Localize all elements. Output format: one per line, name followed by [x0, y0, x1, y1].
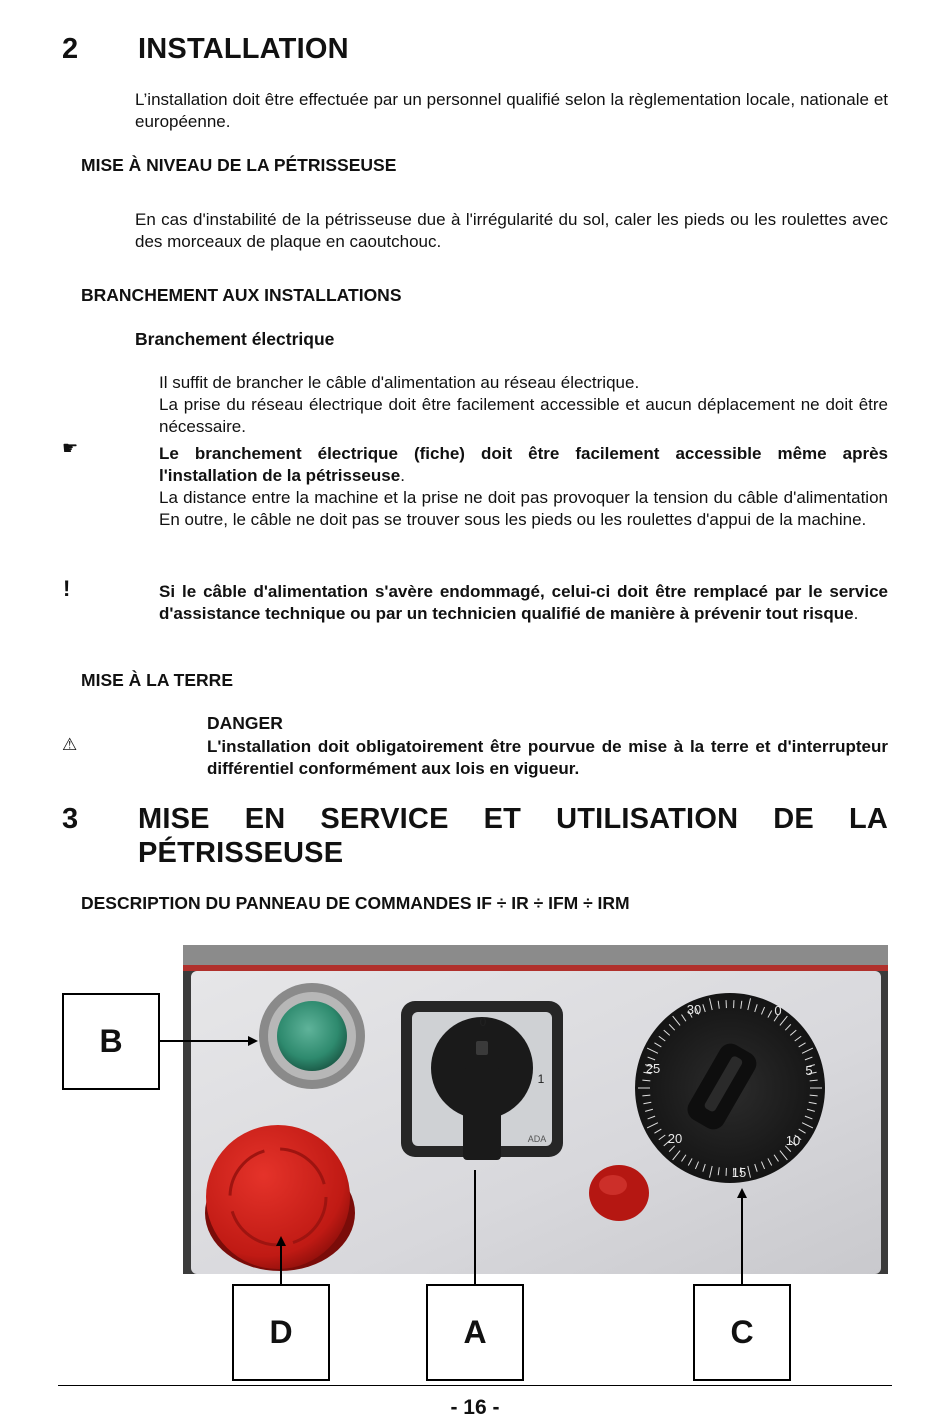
section3-title-word: UTILISATION: [556, 803, 739, 835]
electrical-note-bold: Le branchement électrique (fiche) doit être facilement accessible même après l'installation de la pétrisseuse: [159, 444, 888, 485]
leveling-heading: MISE À NIVEAU DE LA PÉTRISSEUSE: [81, 155, 397, 175]
section-title: INSTALLATION: [138, 33, 349, 65]
electrical-note-text: La distance entre la machine et la prise ne doit pas provoquer la tension du câble d'alimentation En outre, le câble ne doit pas se trouver sous les pieds ou les roulettes d'appui de la machine.: [159, 488, 888, 529]
warning-triangle-icon: ⚠: [62, 735, 78, 754]
electrical-note-end: .: [400, 466, 405, 485]
electrical-note: [159, 443, 888, 487]
switch-label-zero: 0: [479, 1015, 487, 1029]
dial-number: 10: [785, 1133, 801, 1148]
dial-number: 30: [686, 1002, 702, 1017]
dial-number: 25: [645, 1061, 661, 1076]
panel-heading: DESCRIPTION DU PANNEAU DE COMMANDES IF ÷ IR ÷ IFM ÷ IRM: [81, 893, 630, 913]
danger-text: L'installation doit obligatoirement être pourvue de mise à la terre et d'interrupteur différentiel conformément aux lois en vigueur.: [207, 737, 888, 778]
switch-label-one: 1: [537, 1072, 545, 1086]
section-number: 2: [62, 33, 79, 65]
cable-warning: [159, 581, 888, 625]
footer-rule: [58, 1385, 892, 1386]
dial-number: 20: [667, 1131, 683, 1146]
electrical-text-2: La prise du réseau électrique doit être facilement accessible et aucun déplacement ne doit être nécessaire.: [159, 395, 888, 436]
section3-title-word: DE: [773, 803, 814, 835]
callout-label-A: A: [426, 1284, 524, 1381]
emergency-stop-button: [206, 1125, 350, 1269]
danger-label: DANGER: [207, 713, 283, 733]
section3-title-line2: PÉTRISSEUSE: [138, 837, 344, 869]
section3-title-line1: [138, 803, 888, 836]
connections-heading: BRANCHEMENT AUX INSTALLATIONS: [81, 285, 402, 305]
callout-label-C: C: [693, 1284, 791, 1381]
section3-title-word: MISE: [138, 803, 210, 835]
installation-intro: L’installation doit être effectuée par un personnel qualifié selon la règlementation locale, nationale et européenne.: [135, 90, 888, 131]
leveling-text: En cas d'instabilité de la pétrisseuse due à l'irrégularité du sol, caler les pieds ou les roulettes avec des morceaux de plaque en caoutchouc.: [135, 210, 888, 251]
section3-title-word: ET: [483, 803, 522, 835]
earthing-heading: MISE À LA TERRE: [81, 670, 233, 690]
section3-title-word: LA: [848, 803, 888, 835]
electrical-subheading: Branchement électrique: [135, 329, 335, 349]
callout-label-B: B: [62, 993, 160, 1090]
page-number: - 16 -: [450, 1396, 500, 1419]
dial-number: 5: [805, 1063, 813, 1078]
control-panel-photo: [183, 945, 888, 1274]
cable-warning-bold: Si le câble d'alimentation s'avère endommagé, celui-ci doit être remplacé par le service d'assistance technique ou par un technicien qualifié de manière à prévenir tout risque: [159, 582, 888, 623]
pointing-hand-icon: ☛: [62, 438, 79, 458]
section3-title-word: SERVICE: [320, 803, 449, 835]
switch-brand: ADA: [527, 1134, 547, 1144]
cable-warning-end: .: [853, 604, 859, 623]
exclamation-icon: !: [63, 576, 71, 601]
electrical-text-1: Il suffit de brancher le câble d'alimentation au réseau électrique.: [159, 373, 640, 392]
dial-number: 0: [774, 1003, 782, 1018]
section3-title-word: EN: [244, 803, 286, 835]
callout-label-D: D: [232, 1284, 330, 1381]
green-start-button: [277, 1001, 347, 1071]
dial-number: 15: [731, 1165, 747, 1180]
section3-number: 3: [62, 803, 79, 835]
